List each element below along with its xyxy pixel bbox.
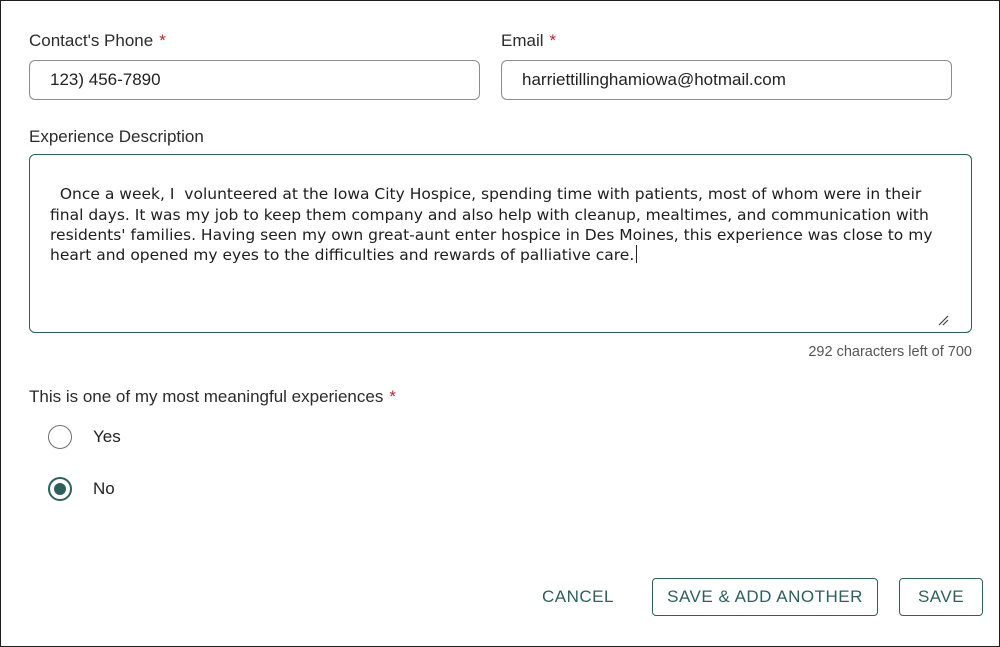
- meaningful-required-marker: *: [389, 387, 396, 406]
- experience-textarea[interactable]: [29, 154, 972, 333]
- meaningful-label-text: This is one of my most meaningful experiences: [29, 387, 384, 406]
- phone-required-marker: *: [159, 31, 166, 50]
- email-input[interactable]: [501, 60, 952, 100]
- save-and-add-another-button[interactable]: SAVE & ADD ANOTHER: [652, 578, 878, 616]
- phone-label: [29, 31, 166, 51]
- email-required-marker: *: [549, 31, 557, 50]
- email-label: [501, 31, 556, 51]
- experience-label-text: Experience Description: [29, 127, 204, 146]
- radio-option-no[interactable]: [48, 475, 115, 503]
- radio-option-yes[interactable]: [48, 423, 121, 451]
- character-counter: 292 characters left of 700: [808, 344, 972, 360]
- phone-label-text: Contact's Phone: [29, 31, 154, 50]
- meaningful-label: [29, 387, 396, 407]
- email-input-value: harriettillinghamiowa@hotmail.com: [522, 70, 786, 89]
- experience-text: Once a week, I volunteered at the Iowa City Hospice, spending time with patients, most of whom were in their final days. It was my job to keep them company and also help with cleanup, mealtimes, and communication with residents' families. Having seen my own great-aunt enter hospice in Des Moines, this experience was close to my heart and opened my eyes to the difficulties and rewards of palliative care.: [50, 185, 938, 265]
- radio-yes-label: Yes: [93, 427, 121, 446]
- text-caret: [636, 245, 637, 263]
- radio-yes-icon[interactable]: [48, 425, 72, 449]
- cancel-button[interactable]: CANCEL: [532, 578, 624, 616]
- experience-label: [29, 127, 204, 147]
- resize-handle-icon[interactable]: [937, 314, 949, 326]
- radio-no-label: No: [93, 479, 115, 498]
- email-label-text: Email: [501, 31, 544, 50]
- phone-input[interactable]: [29, 60, 480, 100]
- save-button[interactable]: SAVE: [899, 578, 983, 616]
- radio-no-icon[interactable]: [48, 477, 72, 501]
- phone-input-value: 123) 456-7890: [50, 70, 161, 89]
- radio-selected-dot: [54, 483, 66, 495]
